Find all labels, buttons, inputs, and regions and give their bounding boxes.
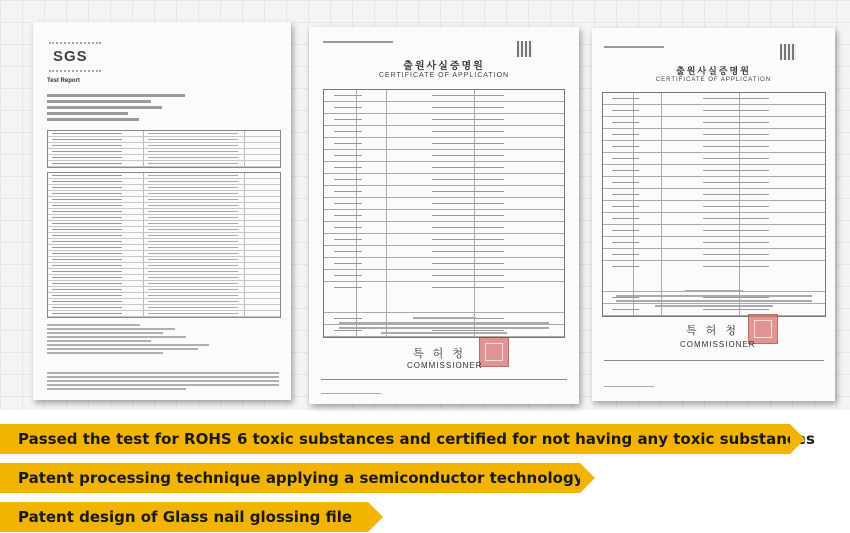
report-results-table xyxy=(47,172,281,318)
certificate-title-english: CERTIFICATE OF APPLICATION xyxy=(655,77,772,83)
certificate-statement xyxy=(339,317,549,337)
patent-office-korean: 특 허 청 xyxy=(686,325,739,337)
applicant-table xyxy=(323,89,565,338)
semiconductor-patent-banner: Patent processing technique applying a semiconductor technology xyxy=(0,463,580,493)
design-patent-banner: Patent design of Glass nail glossing file xyxy=(0,502,368,532)
commissioner-label: COMMISSIONER xyxy=(407,361,483,370)
certificate-title-korean: 출원사실증명원 xyxy=(403,61,485,72)
applicant-table xyxy=(602,92,826,317)
official-seal-icon xyxy=(479,337,509,367)
certificate-of-application-document xyxy=(309,27,579,404)
commissioner-label: COMMISSIONER xyxy=(680,340,756,349)
report-notes xyxy=(47,324,279,356)
report-summary-table xyxy=(47,130,281,168)
test-report-title: Test Report xyxy=(47,78,80,84)
certificate-of-application-document-2 xyxy=(592,28,835,401)
rohs-certification-banner: Passed the test for ROHS 6 toxic substances and certified for not having any toxic substances xyxy=(0,424,790,454)
sgs-test-report-document xyxy=(33,22,291,400)
barcode-icon xyxy=(780,44,796,60)
certificate-statement xyxy=(616,290,812,310)
patent-office-korean: 특 허 청 xyxy=(413,348,466,360)
barcode-icon xyxy=(517,41,533,57)
certificate-title-english: CERTIFICATE OF APPLICATION xyxy=(378,72,510,79)
report-fine-print xyxy=(47,372,279,392)
certificate-title-korean: 출원사실증명원 xyxy=(676,66,751,76)
sgs-logo: SGS xyxy=(53,48,88,65)
report-meta-block xyxy=(47,94,277,124)
